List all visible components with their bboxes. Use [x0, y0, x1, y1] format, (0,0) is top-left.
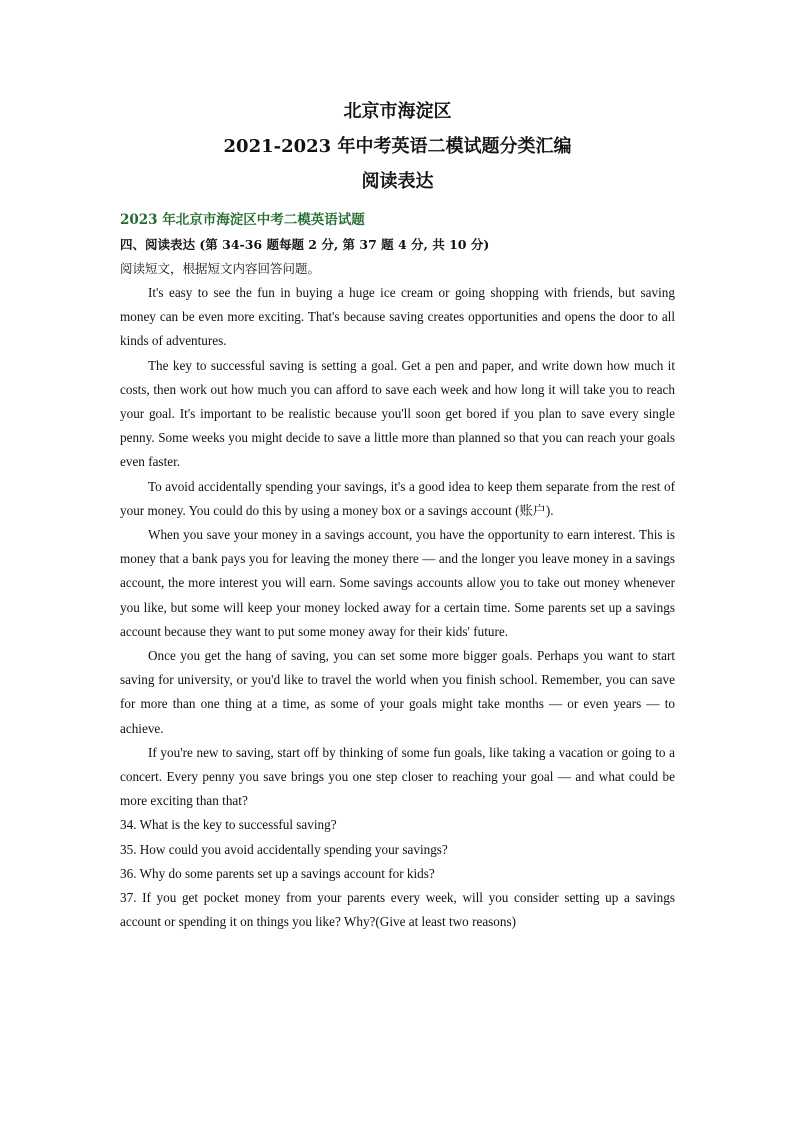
reading-note: 阅读短文，根据短文内容回答问题。	[120, 261, 321, 276]
question-37: 37. If you get pocket money from your parents every week, will you consider setting up a savings account or spending it on things you like? Why?(Give at least two reasons)	[120, 890, 675, 930]
question-34: 34. What is the key to successful saving?	[120, 817, 337, 833]
paragraph-2: The key to successful saving is setting a goal. Get a pen and paper, and write down how much it costs, then work out how much you can afford to save each week and how long it will take you to reach your goal. It's important to be realistic because you'll soon get bored if you plan to save every single penny. Some weeks you might decide to save a little more than planned so that you can reach your goals even faster.	[120, 357, 675, 470]
title-exam: 2021-2023 年中考英语二模试题分类汇编	[223, 136, 572, 157]
instruction: 四、阅读表达 (第 34-36 题每题 2 分, 第 37 题 4 分, 共 10 分)	[120, 237, 490, 252]
title-topic: 阅读表达	[361, 171, 434, 192]
paragraph-5: Once you get the hang of saving, you can set some more bigger goals. Perhaps you want to start saving for university, or you'd like to travel the world when you finish school. Remember, you can save for more than one thing at a time, as some of your goals might take months — or even years — to achieve.	[120, 648, 675, 736]
paragraph-4: When you save your money in a savings account, you have the opportunity to earn interest. This is money that a bank pays you for leaving the money there — and the longer you leave money in a savings account, the more interest you will earn. Some savings accounts allow you to take out money whenever you like, but some will keep your money locked away for a certain time. Some parents set up a savings account because they want to put some money away for their kids' future.	[120, 527, 675, 639]
paragraph-6: If you're new to saving, start off by thinking of some fun goals, like taking a vacation or going to a concert. Every penny you save brings you one step closer to reaching your goal — and what could be more exciting than that?	[120, 744, 675, 809]
document-content	[120, 94, 675, 934]
title-region: 北京市海淀区	[343, 101, 452, 122]
question-35: 35. How could you avoid accidentally spending your savings?	[120, 841, 448, 857]
question-36: 36. Why do some parents set up a savings account for kids?	[120, 865, 435, 881]
paragraph-1: It's easy to see the fun in buying a huge ice cream or going shopping with friends, but saving money can be even more exciting. That's because saving creates opportunities and opens the door to all kinds of adventures.	[120, 285, 675, 349]
paragraph-3: To avoid accidentally spending your savings, it's a good idea to keep them separate from the rest of your money. You could do this by using a money box or a savings account (账户).	[120, 478, 675, 518]
section-heading: 2023 年北京市海淀区中考二模英语试题	[120, 212, 365, 228]
